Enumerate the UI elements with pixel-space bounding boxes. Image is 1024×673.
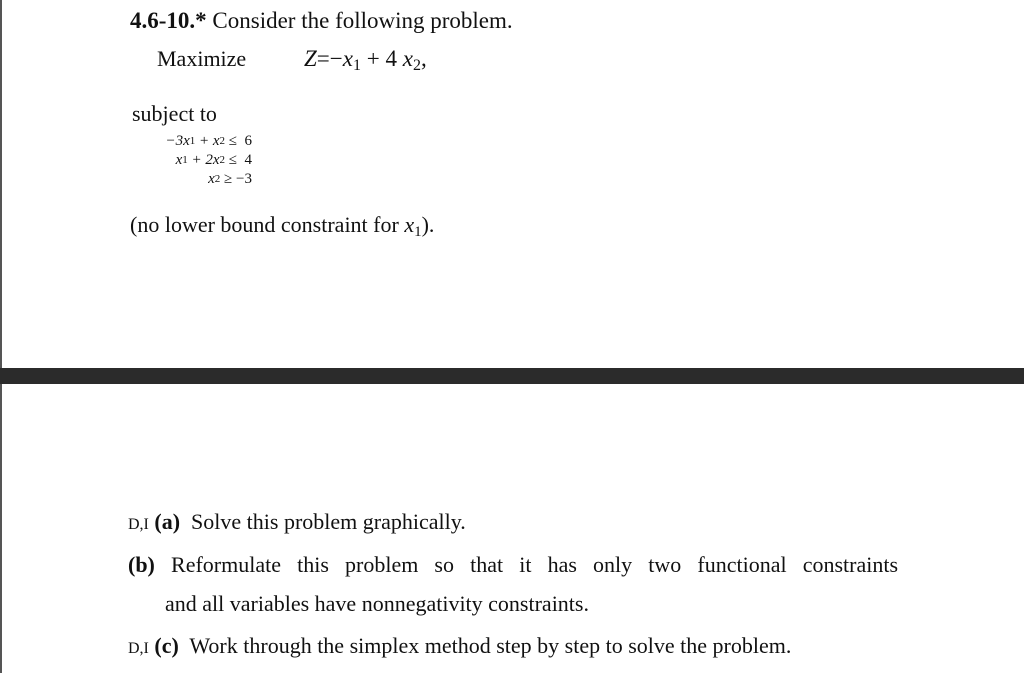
part-a: [128, 509, 466, 535]
constraint-row: −3x 1 + x 2 ≤ 6: [165, 133, 252, 149]
maximize-label: Maximize: [157, 46, 247, 71]
section-divider: [0, 368, 1024, 384]
part-b-letter: (b): [128, 552, 155, 577]
part-c: [128, 633, 791, 659]
part-b-text-line2: and all variables have nonnegativity constraints.: [165, 591, 589, 616]
part-a-text: Solve this problem graphically.: [191, 509, 466, 534]
constraint-row: x 1 + 2x 2 ≤ 4: [175, 152, 252, 168]
part-b-text-line1: Reformulate this problem so that it has only two functional constraints: [171, 552, 899, 577]
problem-number: 4.6-10.*: [130, 8, 207, 33]
part-a-letter: (a): [154, 509, 181, 534]
problem-intro: Consider the following problem.: [212, 8, 513, 33]
part-b: [128, 552, 898, 578]
part-c-text: Work through the simplex method step by step to solve the problem.: [189, 633, 792, 658]
part-c-letter: (c): [154, 633, 179, 658]
objective-function: $Z=-x_1 + 4$ $x_2$,: [304, 46, 427, 74]
constraint-row: x 2 ≥ −3: [208, 171, 252, 187]
lower-bound-note: (no lower bound constraint for $x_1$).: [130, 212, 435, 240]
subject-to-label: subject to: [132, 101, 217, 126]
part-c-tag: D,I: [128, 640, 149, 657]
constraint-list: [124, 132, 252, 189]
problem-heading: [130, 8, 513, 34]
part-a-tag: D,I: [128, 516, 149, 533]
